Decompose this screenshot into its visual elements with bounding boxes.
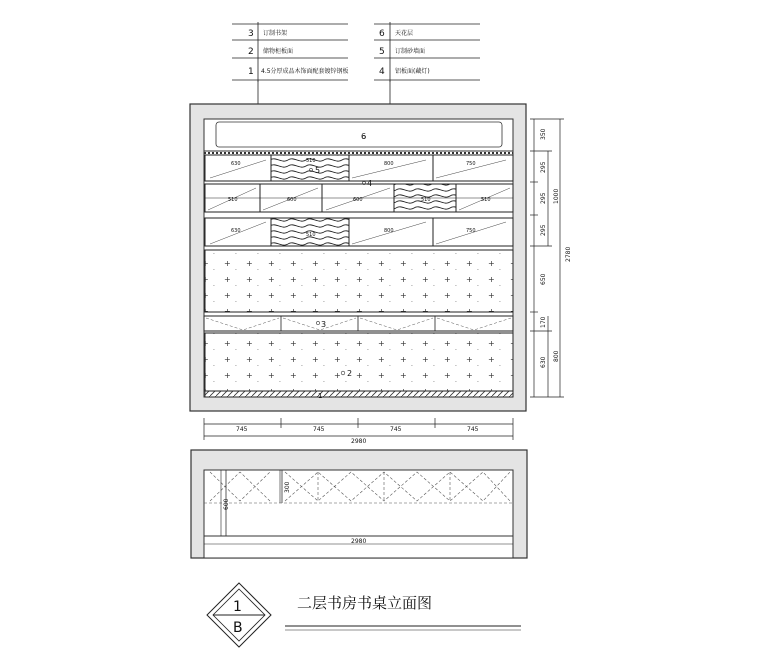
legend-text-6: 天花层 bbox=[395, 30, 414, 37]
dim-right-group: 1000 bbox=[553, 188, 560, 204]
dim-right-label: 295 bbox=[540, 161, 547, 173]
tile-width-label: 800 bbox=[384, 161, 394, 167]
legend-num-6: 6 bbox=[379, 29, 385, 39]
tile-width-label: 630 bbox=[231, 161, 241, 167]
dim-right-total: 2780 bbox=[565, 246, 572, 262]
dim-bottom-segment: 745 bbox=[313, 426, 325, 433]
dim-bottom-segment: 745 bbox=[467, 426, 479, 433]
tile-width-label: 600 bbox=[353, 197, 363, 203]
dim-bottom-segment: 745 bbox=[390, 426, 402, 433]
title-index-top: 1 bbox=[233, 599, 242, 615]
callout-3: 3 bbox=[321, 320, 327, 329]
callout-4: 4 bbox=[367, 179, 373, 188]
plan-width-label: 2980 bbox=[351, 538, 367, 545]
floor-strip bbox=[205, 391, 513, 397]
callout-1: 1 bbox=[318, 392, 323, 400]
tile-width-label: 510 bbox=[421, 197, 431, 203]
dim-right-group: 800 bbox=[553, 350, 560, 362]
tile-width-label: 510 bbox=[306, 232, 316, 238]
plan-inner-label: 300 bbox=[284, 481, 291, 493]
drawing-title: 二层书房书桌立面图 bbox=[297, 594, 433, 612]
callout-5: 5 bbox=[315, 166, 321, 175]
legend-text-4: 铝板面(藏灯) bbox=[395, 68, 430, 75]
right-dimensions bbox=[530, 119, 572, 397]
legend-num-2: 2 bbox=[248, 47, 254, 57]
plan-view bbox=[191, 450, 527, 558]
callout-2: 2 bbox=[347, 369, 353, 378]
dim-right-label: 295 bbox=[540, 224, 547, 236]
dim-right-label: 295 bbox=[540, 192, 547, 204]
legend-text-5: 订制砂墙面 bbox=[395, 48, 426, 55]
tile-width-label: 510 bbox=[481, 197, 491, 203]
tile-width-label: 510 bbox=[228, 197, 238, 203]
shelf-band bbox=[204, 316, 513, 331]
dim-bottom-segment: 745 bbox=[236, 426, 248, 433]
title-block bbox=[207, 583, 521, 647]
dim-right-label: 650 bbox=[540, 273, 547, 285]
tile-row-2 bbox=[205, 184, 513, 212]
tile-row-1 bbox=[205, 155, 513, 181]
dim-right-label: 350 bbox=[540, 128, 547, 140]
tile-width-label: 750 bbox=[466, 228, 476, 234]
title-index-bottom: B bbox=[233, 620, 243, 636]
tile-width-label: 510 bbox=[306, 158, 316, 164]
dim-right-label: 170 bbox=[540, 316, 547, 328]
legend-num-5: 5 bbox=[379, 47, 385, 57]
bottom-dimensions bbox=[204, 418, 513, 445]
legend-text-1: 4.5分厚成品木饰面配套镀锌钢板 bbox=[261, 68, 349, 75]
tile-width-label: 600 bbox=[287, 197, 297, 203]
dim-bottom-total: 2980 bbox=[351, 438, 367, 445]
plan-depth-label: 600 bbox=[223, 498, 230, 510]
legend-num-4: 4 bbox=[379, 67, 385, 77]
lower-panel bbox=[205, 333, 513, 391]
legend-text-3: 订制书架 bbox=[263, 30, 288, 37]
tile-width-label: 800 bbox=[384, 228, 394, 234]
dim-right-label: 630 bbox=[540, 356, 547, 368]
upper-panel bbox=[205, 250, 513, 312]
legend-text-2: 储物柜板面 bbox=[263, 48, 294, 55]
tile-width-label: 750 bbox=[466, 161, 476, 167]
legend-num-1: 1 bbox=[248, 67, 254, 77]
callout-6: 6 bbox=[361, 132, 367, 141]
tile-width-label: 630 bbox=[231, 228, 241, 234]
tile-row-3 bbox=[205, 218, 513, 246]
legend-num-3: 3 bbox=[248, 29, 254, 39]
